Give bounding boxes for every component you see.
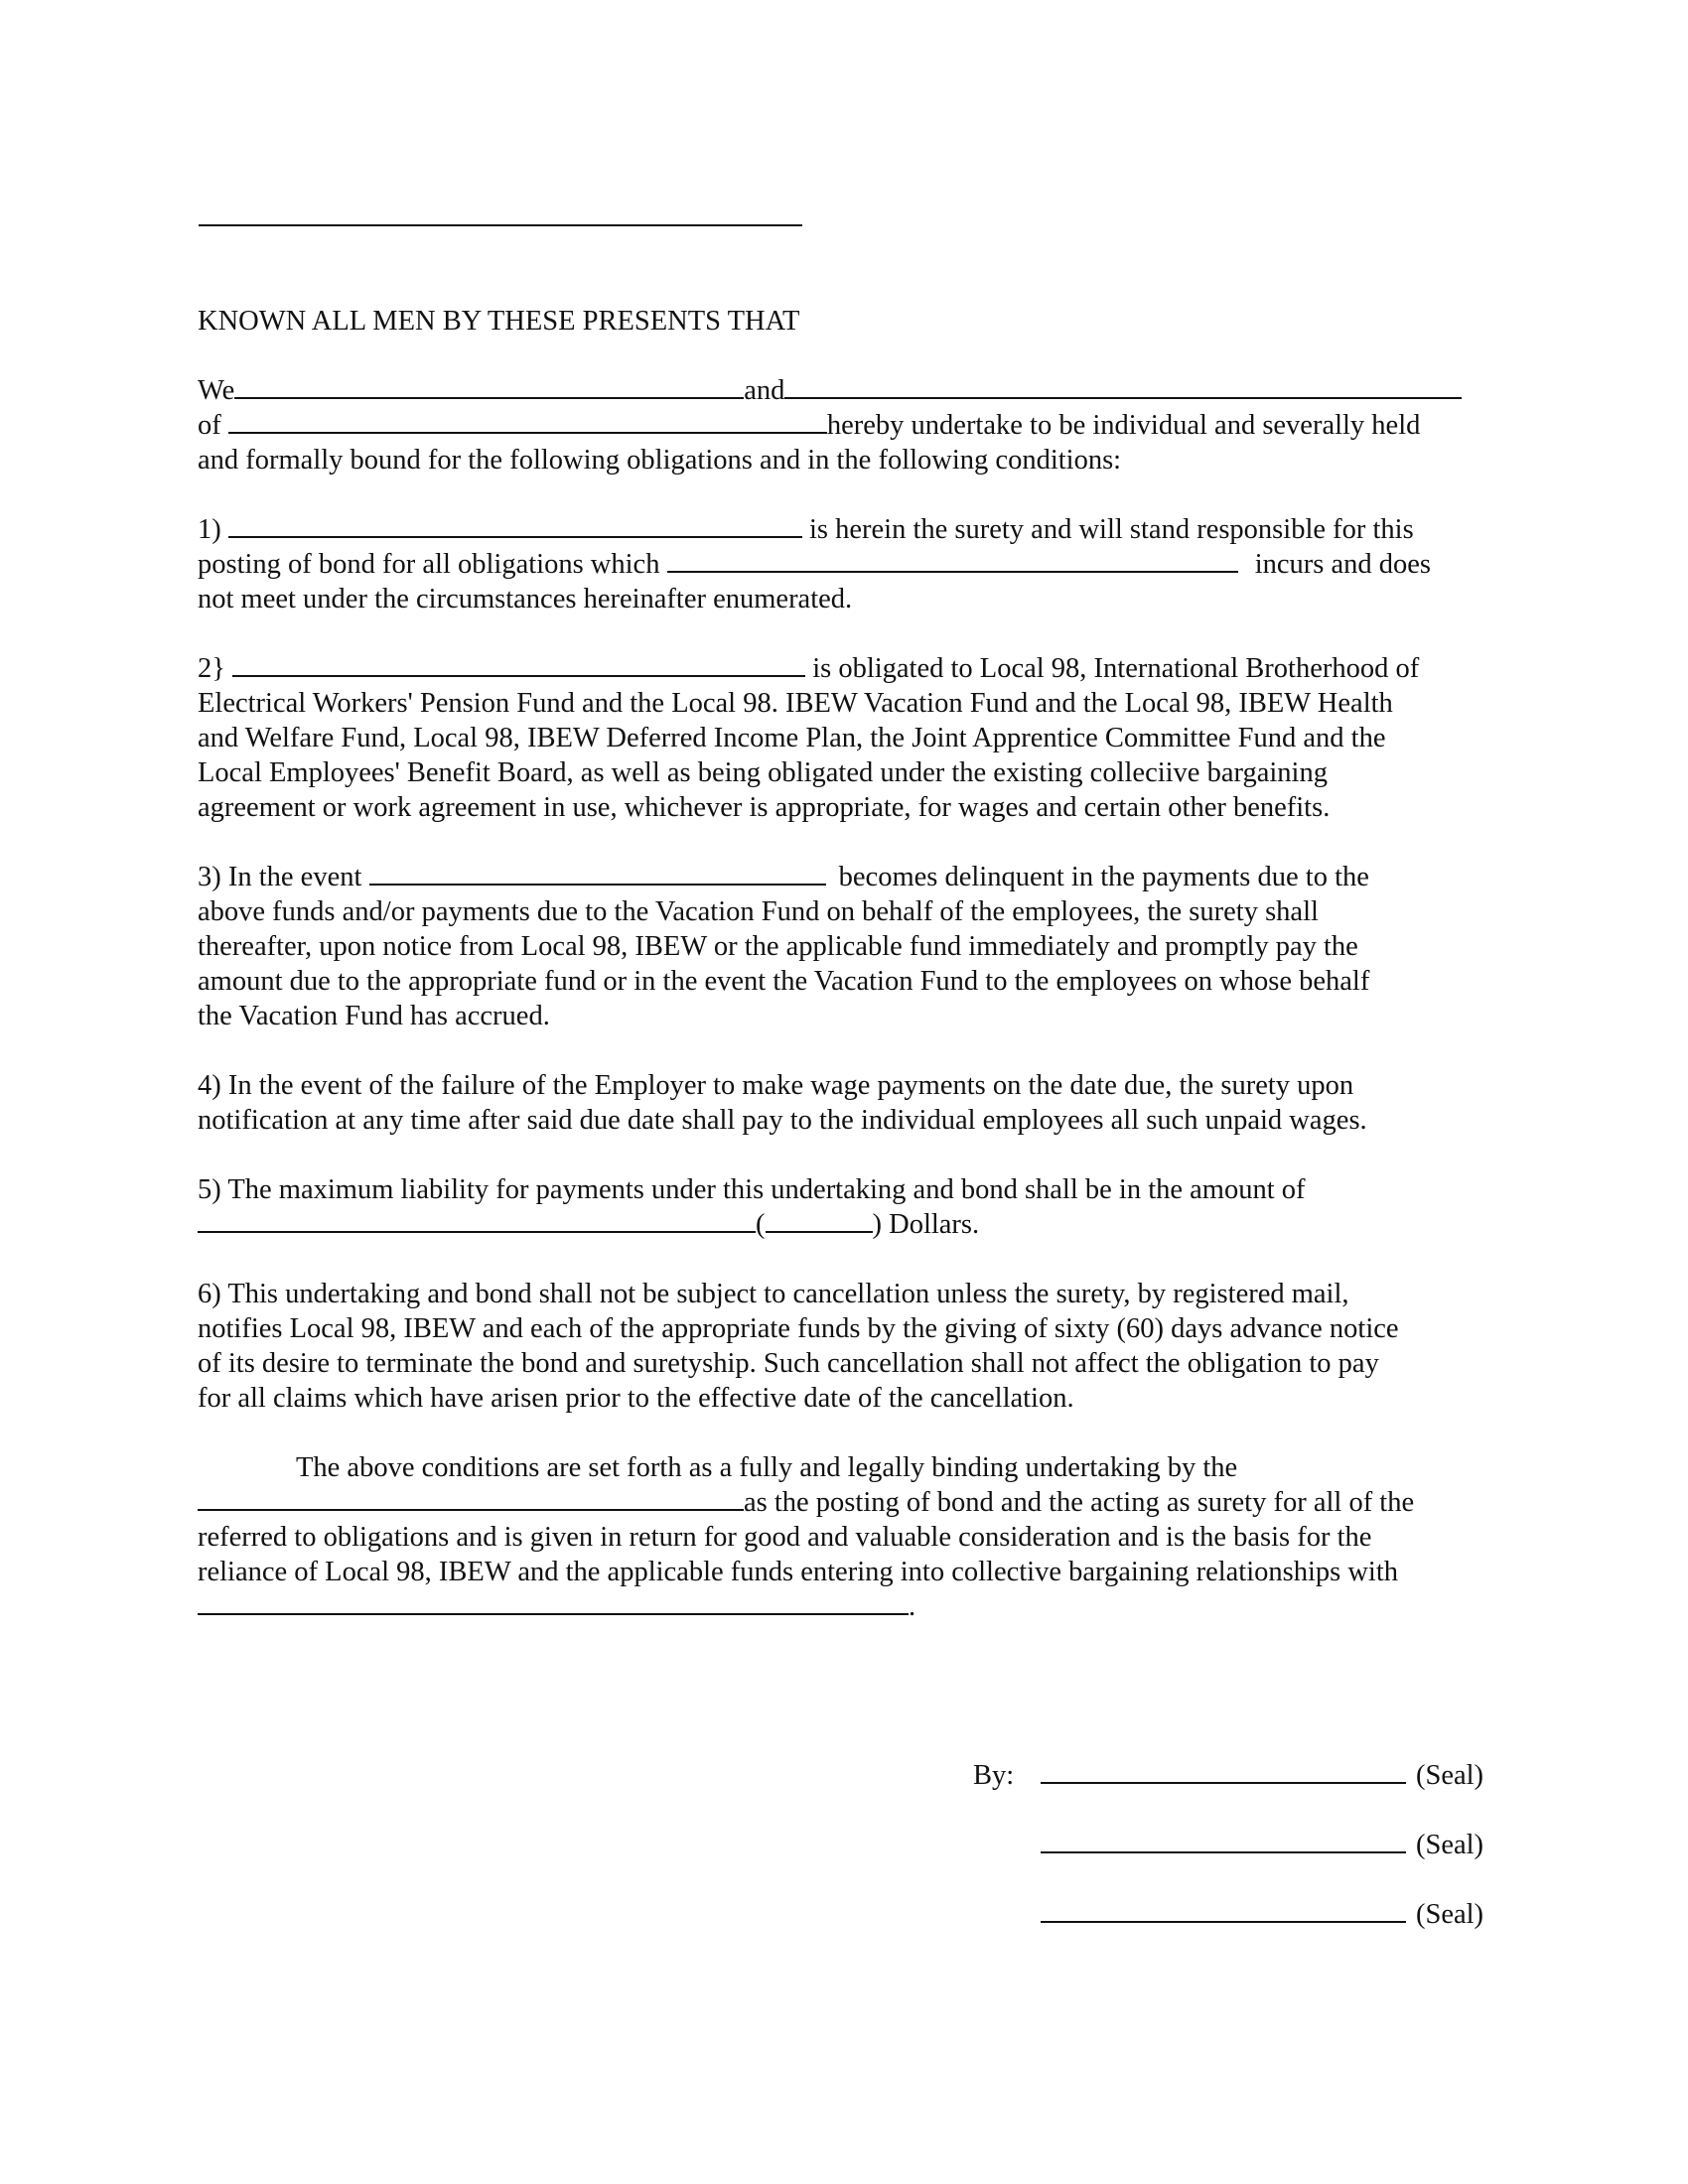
signature-blank-2[interactable] <box>1041 1828 1406 1853</box>
seal-label: (Seal) <box>1416 1830 1484 1860</box>
closing-line-5: . <box>198 1589 1488 1624</box>
condition-6-line-3: of its desire to terminate the bond and suretyship. Such cancellation shall not affect the obligation to pay <box>198 1348 1379 1379</box>
blank-second-name[interactable] <box>784 373 1462 399</box>
condition-5-line-1: 5) The maximum liability for payments under this undertaking and bond shall be in the amount of <box>198 1174 1306 1205</box>
condition-1-line-1: 1) is herein the surety and will stand responsible for this <box>198 514 1414 545</box>
by-label: By: <box>973 1760 1015 1791</box>
condition-2-line-5: agreement or work agreement in use, whichever is appropriate, for wages and certain other benefits. <box>198 792 1331 823</box>
intro-line-2: of hereby undertake to be individual and severally held <box>198 410 1421 441</box>
condition-6-line-1: 6) This undertaking and bond shall not be subject to cancellation unless the surety, by registered mail, <box>198 1279 1349 1309</box>
closing-line-1: The above conditions are set forth as a fully and legally binding undertaking by the <box>296 1452 1238 1483</box>
condition-3-line-5: the Vacation Fund has accrued. <box>198 1001 550 1031</box>
blank-amount-figures[interactable] <box>766 1207 873 1233</box>
blank-delinquent-party[interactable] <box>369 860 826 886</box>
signature-blank-1[interactable] <box>1041 1758 1406 1784</box>
signature-blank-3[interactable] <box>1041 1897 1406 1923</box>
condition-4-line-1: 4) In the event of the failure of the Employer to make wage payments on the date due, the surety upon <box>198 1070 1354 1101</box>
condition-1-line-2: posting of bond for all obligations which incurs and does <box>198 549 1431 580</box>
closing-line-2: as the posting of bond and the acting as surety for all of the <box>198 1485 1488 1520</box>
condition-3-line-3: thereafter, upon notice from Local 98, IBEW or the applicable fund immediately and promptly pay the <box>198 931 1358 962</box>
condition-2-line-3: and Welfare Fund, Local 98, IBEW Deferred Income Plan, the Joint Apprentice Committee Fund and the <box>198 723 1386 753</box>
condition-3-line-2: above funds and/or payments due to the Vacation Fund on behalf of the employees, the surety shall <box>198 896 1319 927</box>
signature-line-2 <box>973 1828 1483 1862</box>
condition-6-line-4: for all claims which have arisen prior to the effective date of the cancellation. <box>198 1383 1074 1414</box>
blank-undertaking-party[interactable] <box>198 1485 744 1511</box>
condition-2-line-4: Local Employees' Benefit Board, as well as being obligated under the existing colleciive bargaining <box>198 757 1328 788</box>
blank-address[interactable] <box>228 408 827 434</box>
closing-line-4: reliance of Local 98, IBEW and the applicable funds entering into collective bargaining relationships with <box>198 1557 1399 1587</box>
condition-5-line-2: ( ) Dollars. <box>198 1207 1488 1242</box>
condition-3-line-1: 3) In the event becomes delinquent in the payments due to the <box>198 862 1369 892</box>
document-heading: KNOWN ALL MEN BY THESE PRESENTS THAT <box>198 306 800 337</box>
condition-2-line-2: Electrical Workers' Pension Fund and the Local 98. IBEW Vacation Fund and the Local 98, IBEW Health <box>198 688 1393 719</box>
condition-2-line-1: 2} is obligated to Local 98, International Brotherhood of <box>198 653 1420 684</box>
signature-line-1 <box>973 1758 1483 1793</box>
blank-employer-name[interactable] <box>667 547 1238 573</box>
blank-principal-name[interactable] <box>234 373 744 399</box>
seal-label: (Seal) <box>1416 1760 1484 1791</box>
intro-line-1: We and <box>198 373 1488 408</box>
condition-4-line-2: notification at any time after said due date shall pay to the individual employees all such unpaid wages. <box>198 1105 1367 1136</box>
condition-1-line-3: not meet under the circumstances hereinafter enumerated. <box>198 584 853 614</box>
seal-label: (Seal) <box>1416 1899 1484 1930</box>
blank-surety-name[interactable] <box>228 512 802 538</box>
blank-bargaining-party[interactable] <box>198 1589 909 1615</box>
condition-3-line-4: amount due to the appropriate fund or in the event the Vacation Fund to the employees on whose behalf <box>198 966 1370 997</box>
condition-6-line-2: notifies Local 98, IBEW and each of the appropriate funds by the giving of sixty (60) days advance notice <box>198 1313 1399 1344</box>
signature-line-3 <box>973 1897 1483 1932</box>
blank-amount-words[interactable] <box>198 1207 756 1233</box>
top-blank-line[interactable] <box>199 224 802 226</box>
closing-line-3: referred to obligations and is given in return for good and valuable consideration and is the basis for the <box>198 1522 1372 1553</box>
intro-line-3: and formally bound for the following obligations and in the following conditions: <box>198 445 1122 476</box>
blank-obligated-party[interactable] <box>232 651 805 677</box>
